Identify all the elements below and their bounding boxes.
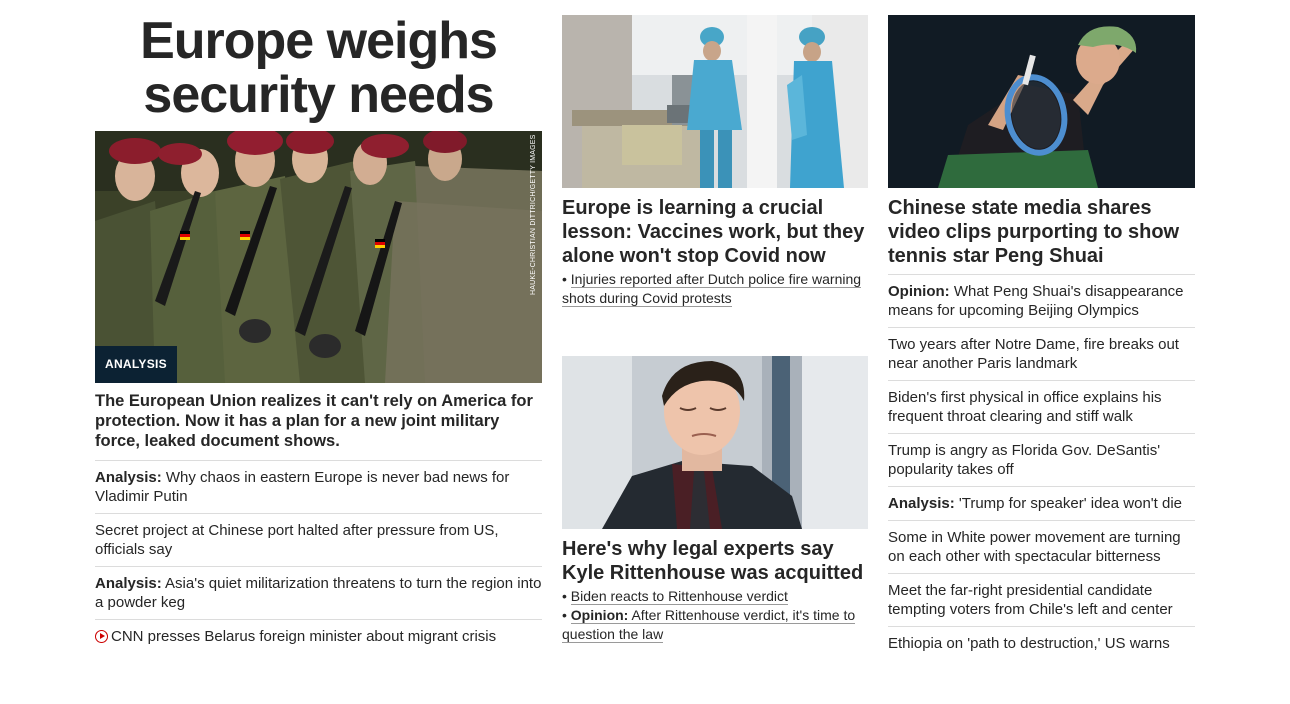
list-item-video[interactable]: CNN presses Belarus foreign minister about migrant crisis: [95, 620, 542, 653]
tennis-illustration: [888, 15, 1195, 188]
lead-column: [95, 14, 542, 653]
lead-headline[interactable]: The European Union realizes it can't rely on America for protection. Now it has a plan for a new joint military force, leaked document shows.: [95, 391, 542, 461]
list-item[interactable]: Some in White power movement are turning on each other with spectacular bitterness: [888, 520, 1195, 573]
list-item[interactable]: Trump is angry as Florida Gov. DeSantis' popularity takes off: [888, 433, 1195, 486]
section-title[interactable]: Europe weighs security needs: [140, 12, 497, 124]
list-item[interactable]: Opinion: What Peng Shuai's disappearance means for upcoming Beijing Olympics: [888, 274, 1195, 327]
right-related-list: [888, 274, 1195, 660]
rittenhouse-headline[interactable]: Here's why legal experts say Kyle Rittenhouse was acquitted: [562, 538, 864, 584]
right-column: [888, 15, 1195, 660]
list-item[interactable]: Ethiopia on 'path to destruction,' US warns: [888, 626, 1195, 660]
rittenhouse-image[interactable]: [562, 356, 868, 529]
story-card-covid: [562, 15, 868, 308]
rittenhouse-related-link[interactable]: • Biden reacts to Rittenhouse verdict: [562, 588, 788, 604]
peng-shuai-headline[interactable]: Chinese state media shares video clips purporting to show tennis star Peng Shuai: [888, 197, 1180, 267]
analysis-badge: ANALYSIS: [95, 346, 177, 383]
list-item[interactable]: Analysis: 'Trump for speaker' idea won't die: [888, 486, 1195, 520]
covid-headline[interactable]: Europe is learning a crucial lesson: Vaccines work, but they alone won't stop Covid now: [562, 197, 865, 267]
covid-related-link[interactable]: • Injuries reported after Dutch police fire warning shots during Covid protests: [562, 271, 862, 306]
image-credit: HAUKE-CHRISTIAN DITTRICH/GETTY IMAGES: [530, 134, 537, 295]
play-icon: [95, 630, 108, 643]
list-item[interactable]: Biden's first physical in office explains his frequent throat clearing and stiff walk: [888, 380, 1195, 433]
story-card-rittenhouse: [562, 356, 868, 644]
covid-ward-image[interactable]: [562, 15, 868, 188]
peng-shuai-image[interactable]: [888, 15, 1195, 188]
middle-column: [562, 15, 868, 642]
list-item[interactable]: Secret project at Chinese port halted after pressure from US, officials say: [95, 514, 542, 567]
hospital-illustration: [562, 15, 868, 188]
list-item[interactable]: Two years after Notre Dame, fire breaks out near another Paris landmark: [888, 327, 1195, 380]
rittenhouse-opinion-link[interactable]: • Opinion: After Rittenhouse verdict, it's time to question the law: [562, 607, 856, 642]
list-item[interactable]: Meet the far-right presidential candidate tempting voters from Chile's left and center: [888, 573, 1195, 626]
courtroom-illustration: [562, 356, 868, 529]
lead-related-list: [95, 461, 542, 653]
list-item[interactable]: Analysis: Why chaos in eastern Europe is never bad news for Vladimir Putin: [95, 461, 542, 514]
list-item[interactable]: Analysis: Asia's quiet militarization threatens to turn the region into a powder keg: [95, 567, 542, 620]
lead-image[interactable]: [95, 131, 542, 383]
